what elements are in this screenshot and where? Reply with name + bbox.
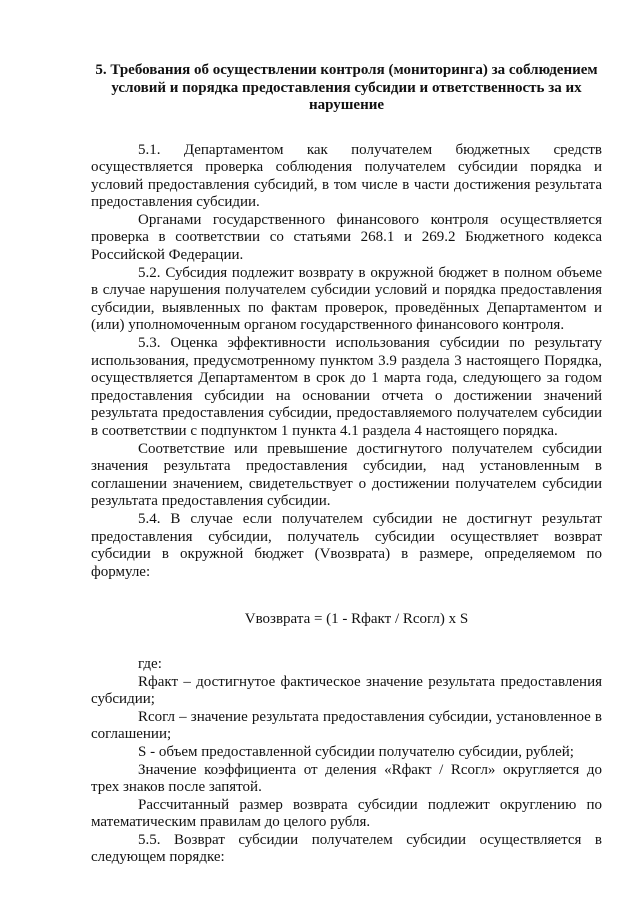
paragraph-5-1: 5.1. Департаментом как получателем бюджетных средств осуществляется проверка соблюдения получателем субсидии порядка и условий предоставления субсидий, в том числе в части достижения результата предоставления субсидии. xyxy=(91,141,602,211)
definition-s: S - объем предоставленной субсидии получателю субсидии, рублей; xyxy=(138,743,574,760)
paragraph-coefficient-rounding: Значение коэффициента от деления «Rфакт / Rсогл» округляется до трех знаков после запятой. xyxy=(91,761,602,796)
paragraph-result-achievement: Соответствие или превышение достигнутого получателем субсидии значения результата предоставления субсидии, над установленным в соглашении значением, свидетельствует о достижении получателем субсидии результата предоставления субсидии. xyxy=(91,440,602,510)
definition-r-sogl: Rсогл – значение результата предоставления субсидии, установленное в соглашении; xyxy=(91,708,602,743)
section-body-after-formula xyxy=(91,656,602,867)
paragraph-5-4: 5.4. В случае если получателем субсидии не достигнут результат предоставления субсидии, получатель субсидии осуществляет возврат субсидии в окружной бюджет (Vвозврата) в размере, определяемом по формуле: xyxy=(91,510,602,580)
definition-r-fact: Rфакт – достигнутое фактическое значение результата предоставления субсидии; xyxy=(91,673,602,708)
paragraph-5-2: 5.2. Субсидия подлежит возврату в окружной бюджет в полном объеме в случае нарушения получателем субсидии условий и порядка предоставления субсидии, выявленных по фактам проверок, проведённых Департаментом и (или) уполномоченным органом государственного финансового контроля. xyxy=(91,264,602,334)
paragraph-where: где: xyxy=(138,655,162,672)
paragraph-control-bodies: Органами государственного финансового контроля осуществляется проверка в соответствии со статьями 268.1 и 269.2 Бюджетного кодекса Российской Федерации. xyxy=(91,211,602,264)
paragraph-amount-rounding: Рассчитанный размер возврата субсидии подлежит округлению по математическим правилам до целого рубля. xyxy=(91,796,602,831)
paragraph-5-3: 5.3. Оценка эффективности использования субсидии по результату использования, предусмотренному пунктом 3.9 раздела 3 настоящего Порядка, осуществляется Департаментом в срок до 1 марта года, следующего за годом предоставления субсидии на основании отчета о достижении значений результата предоставления субсидии, предоставляемого получателем субсидии в соответствии с подпунктом 1 пункта 4.1 раздела 4 настоящего порядка. xyxy=(91,335,602,439)
section-body-before-formula xyxy=(91,142,602,582)
section-heading: 5. Требования об осуществлении контроля (мониторинга) за соблюдением условий и порядка предоставления субсидии и ответственность за их нарушение xyxy=(95,62,598,113)
paragraph-5-5: 5.5. Возврат субсидии получателем субсидии осуществляется в следующем порядке: xyxy=(91,831,602,866)
refund-formula: Vвозврата = (1 - Rфакт / Rсогл) x S xyxy=(244,611,469,628)
